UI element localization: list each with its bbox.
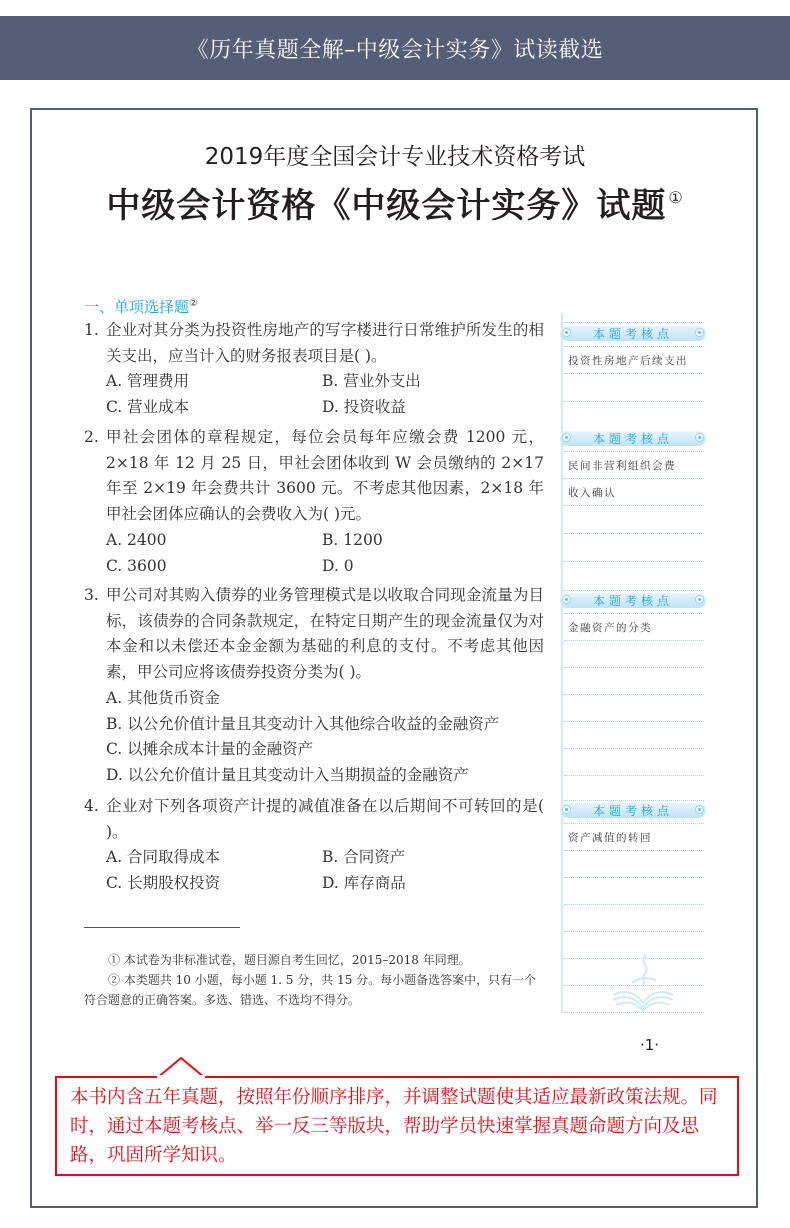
option-a: A. 其他货币资金 bbox=[106, 688, 221, 707]
callout-pointer-mask bbox=[157, 1075, 205, 1079]
option-a: A. 合同取得成本 bbox=[106, 848, 221, 867]
option-c: C. 以摊余成本计量的金融资产 bbox=[106, 740, 314, 759]
key-point-text: 投资性房地产后续支出 bbox=[568, 355, 688, 367]
option-b: B. 以公允价值计量且其变动计入其他综合收益的金融资产 bbox=[106, 714, 500, 733]
question-1 bbox=[84, 318, 544, 421]
question-number: 1. bbox=[84, 321, 99, 339]
option-b: B. 营业外支出 bbox=[322, 372, 421, 391]
option-c: C. 3600 bbox=[106, 556, 167, 575]
key-point-text: 民间非营利组织会费 bbox=[568, 460, 676, 472]
question-4 bbox=[84, 794, 544, 897]
question-2 bbox=[84, 425, 544, 579]
bullet-icon bbox=[562, 328, 571, 337]
footnote-divider bbox=[84, 927, 240, 928]
option-d: D. 投资收益 bbox=[322, 398, 406, 417]
bullet-icon bbox=[695, 805, 704, 814]
option-b: B. 合同资产 bbox=[322, 848, 406, 867]
book-steam-icon bbox=[608, 953, 678, 1013]
page-number: ·1· bbox=[640, 1036, 660, 1054]
banner-title: 《历年真题全解–中级会计实务》试读截选 bbox=[186, 37, 604, 63]
bullet-icon bbox=[562, 433, 571, 442]
exam-subtitle-text: 中级会计资格《中级会计实务》试题 bbox=[106, 186, 667, 226]
footnote-1: ① 本试卷为非标准试卷，题目源自考生回忆，2015–2018 年同理。 bbox=[108, 953, 471, 967]
question-number: 2. bbox=[84, 428, 99, 446]
key-point-header: 本题考核点 bbox=[560, 593, 706, 608]
option-c: C. 长期股权投资 bbox=[106, 874, 221, 893]
question-stem: 甲社会团体的章程规定，每位会员每年应缴会费 1200 元，2×18 年 12 月 25 日，甲社会团体收到 W 会员缴纳的 2×17 年至 2×19 年会费共计 3600 元。不考虑其他因素，2×18 年甲社会团体应确认的会费收入为( )元。 bbox=[106, 428, 544, 524]
bullet-icon bbox=[562, 595, 571, 604]
sidebar-rule bbox=[561, 313, 563, 1013]
footnote-ref-1: ① bbox=[668, 188, 684, 207]
key-point-header: 本题考核点 bbox=[560, 326, 706, 341]
section-label: 一、单项选择题 bbox=[84, 298, 190, 316]
question-stem: 甲公司对其购入债券的业务管理模式是以收取合同现金流量为目标，该债券的合同条款规定，在特定日期产生的现金流量仅为对本金和以未偿还本金金额为基础的利息的支付。不考虑其他因素，甲公司应将该债券投资分类为( )。 bbox=[106, 586, 544, 682]
key-point-text: 资产减值的转回 bbox=[568, 832, 652, 844]
bullet-icon bbox=[695, 433, 704, 442]
question-stem: 企业对下列各项资产计提的减值准备在以后期间不可转回的是( )。 bbox=[106, 797, 544, 841]
question-3 bbox=[84, 583, 544, 789]
option-d: D. 0 bbox=[322, 556, 354, 575]
footnote-ref-2: ② bbox=[189, 298, 198, 309]
option-d: D. 以公允价值计量且其变动计入当期损益的金融资产 bbox=[106, 765, 469, 784]
option-a: A. 2400 bbox=[106, 530, 167, 549]
bullet-icon bbox=[562, 805, 571, 814]
exam-title: 2019年度全国会计专业技术资格考试 bbox=[204, 144, 586, 170]
option-b: B. 1200 bbox=[322, 530, 383, 549]
key-point-header: 本题考核点 bbox=[560, 431, 706, 446]
option-a: A. 管理费用 bbox=[106, 372, 190, 391]
key-points-sidebar bbox=[560, 313, 706, 1013]
question-number: 3. bbox=[84, 586, 99, 604]
callout-box bbox=[55, 1076, 739, 1176]
bullet-icon bbox=[695, 595, 704, 604]
question-stem: 企业对其分类为投资性房地产的写字楼进行日常维护所发生的相关支出，应当计入的财务报表项目是( )。 bbox=[106, 321, 544, 365]
bullet-icon bbox=[695, 328, 704, 337]
question-number: 4. bbox=[84, 797, 99, 815]
option-c: C. 营业成本 bbox=[106, 398, 190, 417]
footnote-2: ② 本类题共 10 小题，每小题 1. 5 分，共 15 分。每小题备选答案中，只有一个符合题意的正确答案。多选、错选、不选均不得分。 bbox=[84, 973, 537, 1007]
key-point-text: 收入确认 bbox=[568, 487, 616, 499]
option-d: D. 库存商品 bbox=[322, 874, 406, 893]
top-banner bbox=[0, 16, 790, 80]
key-point-header: 本题考核点 bbox=[560, 803, 706, 818]
exam-subtitle bbox=[0, 178, 790, 227]
section-heading bbox=[84, 296, 198, 317]
key-point-text: 金融资产的分类 bbox=[568, 622, 652, 634]
callout-text: 本书内含五年真题，按照年份顺序排序，并调整试题使其适应最新政策法规。同时，通过本题考核点、举一反三等版块，帮助学员快速掌握真题命题方向及思路，巩固所学知识。 bbox=[70, 1087, 718, 1166]
